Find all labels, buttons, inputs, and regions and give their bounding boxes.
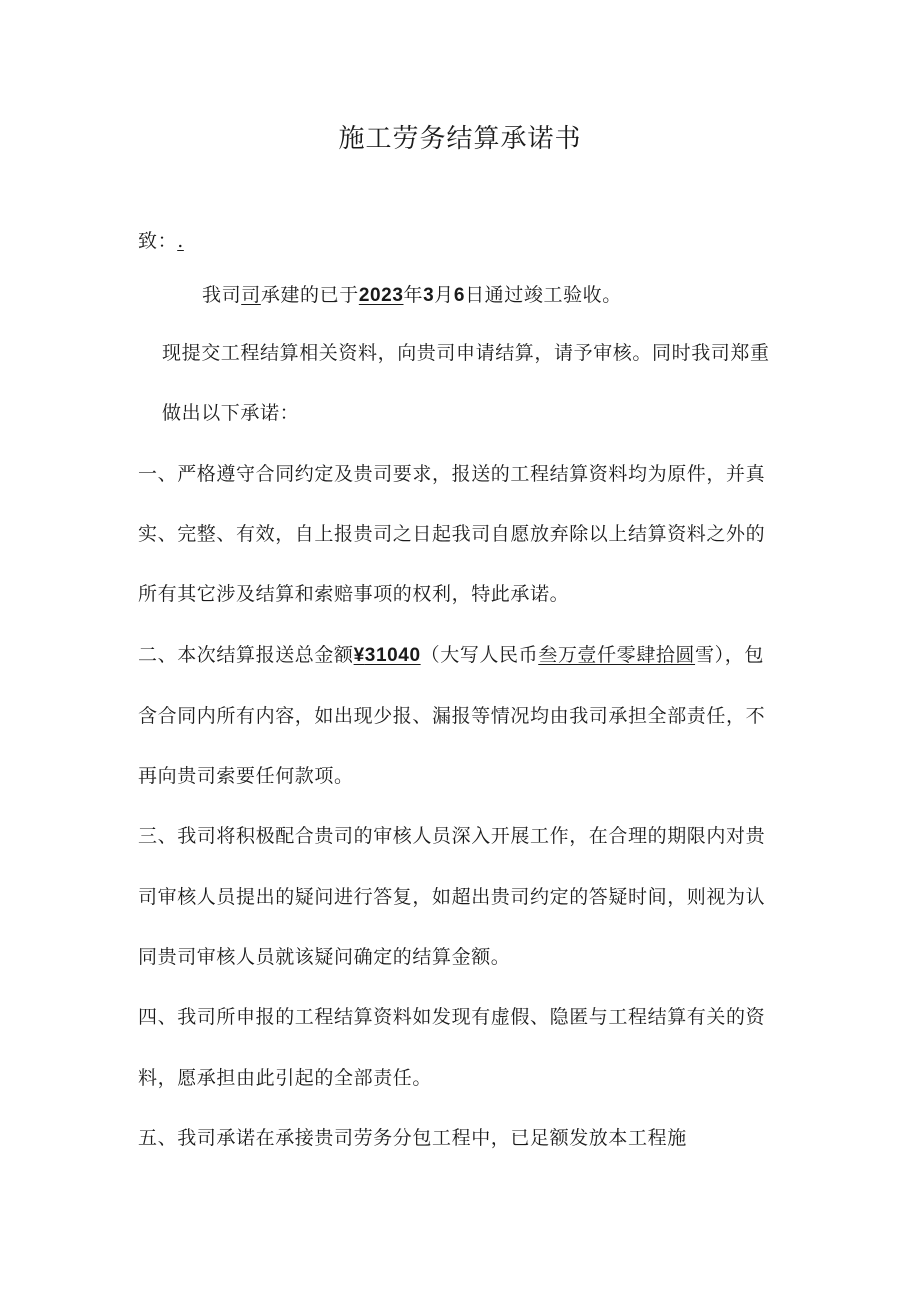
addressee-blank: . bbox=[177, 230, 184, 252]
year-unit: 年 bbox=[403, 284, 424, 306]
clause-2-line-1 bbox=[138, 642, 798, 669]
body-line-4: 做出以下承诺： bbox=[162, 402, 300, 424]
intro-prefix: 我司 bbox=[202, 284, 242, 306]
clause-4-line-1: 四、我司所申报的工程结算资料如发现有虚假、隐匿与工程结算有关的资 bbox=[138, 1006, 766, 1028]
clause-3-line-2: 司审核人员提出的疑问进行答复，如超出贵司约定的答疑时间，则视为认 bbox=[138, 886, 766, 908]
amount-suffix: 雪），包 bbox=[695, 644, 764, 666]
clause-2-line-2: 含合同内所有内容，如出现少报、漏报等情况均由我司承担全部责任，不 bbox=[138, 705, 766, 727]
addressee-line bbox=[138, 228, 798, 254]
amount-mid: （大写人民币 bbox=[420, 644, 539, 666]
total-amount: 31040 bbox=[364, 645, 421, 666]
clause-2-line-3: 再向贵司索要任何款项。 bbox=[138, 765, 354, 787]
clause-5-line-1: 五、我司承诺在承接贵司劳务分包工程中，已足额发放本工程施 bbox=[138, 1127, 687, 1149]
intro-underlined: 司 bbox=[241, 284, 261, 306]
intro-mid: 承建的已于 bbox=[260, 284, 359, 306]
yen-sign: ¥ bbox=[353, 645, 365, 666]
completion-day: 6 bbox=[453, 285, 466, 306]
addressee-label: 致： bbox=[138, 230, 178, 252]
intro-line bbox=[202, 282, 862, 309]
clause-1-line-1: 一、严格遵守合同约定及贵司要求，报送的工程结算资料均为原件，并真 bbox=[138, 463, 766, 485]
body-line-3: 现提交工程结算相关资料，向贵司申请结算，请予审核。同时我司郑重 bbox=[162, 342, 770, 364]
clause-3-line-3: 同贵司审核人员就该疑问确定的结算金额。 bbox=[138, 946, 511, 968]
clause-3-line-1: 三、我司将积极配合贵司的审核人员深入开展工作，在合理的期限内对贵 bbox=[138, 825, 766, 847]
clause-1-line-3: 所有其它涉及结算和索赔事项的权利，特此承诺。 bbox=[138, 583, 570, 605]
amount-in-words: 叁万壹仟零肆拾圆 bbox=[538, 644, 696, 666]
clause-1-line-2: 实、完整、有效，自上报贵司之日起我司自愿放弃除以上结算资料之外的 bbox=[138, 523, 766, 545]
completion-month: 3 bbox=[423, 285, 435, 306]
month-unit: 月 bbox=[434, 284, 454, 306]
document-title: 施工劳务结算承诺书 bbox=[338, 124, 582, 154]
intro-suffix: 日通过竣工验收。 bbox=[465, 284, 622, 306]
amount-prefix: 二、本次结算报送总金额 bbox=[138, 644, 354, 666]
completion-year: 2023 bbox=[358, 285, 404, 306]
clause-4-line-2: 料，愿承担由此引起的全部责任。 bbox=[138, 1067, 433, 1089]
